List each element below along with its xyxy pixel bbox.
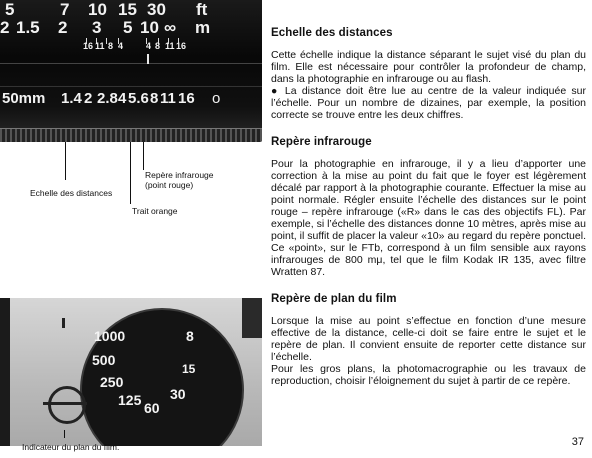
body-index-bar — [62, 318, 65, 328]
unit-label: ft — [196, 0, 208, 19]
scale-number: 7 — [60, 0, 70, 19]
camera-body-edge — [0, 298, 10, 446]
scale-number: 3 — [92, 18, 102, 37]
scale-number: 5 — [123, 18, 133, 37]
aperture-number: 2.8 — [97, 90, 118, 107]
section-infrared-mark — [271, 136, 586, 279]
scale-number: 2 — [0, 18, 10, 37]
callout-line — [65, 142, 66, 180]
aperture-number: 1.4 — [61, 90, 82, 107]
scale-number: 4 — [118, 41, 124, 51]
scale-number: 16 — [83, 41, 94, 51]
body-paragraph: ● La distance doit être lue au centre de la valeur indiquée sur l’échelle. Pour un nombre de dizaines, par exemple, la position correcte se trouve entre les deux chiffres. — [271, 85, 586, 122]
body-paragraph: Pour la photographie en infrarouge, il y a lieu d’apporter une correction à la mise au point du fait que le foyer est légèrement décalé par rapport à la photographie courante. Effectuer la mise au point normale. Régler ensuite l’échelle des distances sur le point rouge – repère infrarouge («R» dans le cas des objectifs FL). Par exemple, si l’échelle des distances donne 10 mètres, après mise au point, il suffit de placer la valeur «10» au regard du repère ponctuel. Ce «point», sur le FTb, correspond à un film sensible aux rayons infrarouges de 800 mμ, tel que le film Kodak IR 135, avec filtre Wratten 87. — [271, 157, 586, 279]
aperture-number: 5.6 — [128, 90, 149, 107]
speed-number: 60 — [144, 400, 160, 416]
illustrations-column — [0, 0, 262, 458]
depth-of-field-tick — [106, 38, 107, 44]
ring-divider — [0, 86, 262, 87]
speed-number: 30 — [170, 386, 186, 402]
speed-number: 125 — [118, 392, 142, 408]
section-heading: Repère infrarouge — [271, 135, 372, 148]
section-film-plane — [271, 293, 586, 388]
aperture-number: 2 — [84, 90, 93, 107]
unit-label: m — [195, 18, 211, 37]
label-distance-scale: Echelle des distances — [30, 188, 113, 198]
callout-line — [143, 142, 144, 170]
aperture-number: 4 — [118, 90, 127, 107]
section-heading: Repère de plan du film — [271, 292, 397, 305]
camera-strap-lug — [242, 298, 262, 338]
text-column — [271, 27, 586, 401]
scale-number: 8 — [108, 41, 114, 51]
speed-number: 8 — [186, 328, 194, 344]
label-infrared-mark: Repère infrarouge (point rouge) — [145, 170, 214, 190]
scale-number: 15 — [118, 0, 137, 19]
aperture-number: 8 — [150, 90, 159, 107]
lens-dot-mark: o — [212, 90, 221, 107]
scale-number: 8 — [155, 41, 161, 51]
speed-number: 250 — [100, 374, 124, 390]
scale-number: 11 — [165, 41, 175, 51]
body-paragraph: Lorsque la mise au point s’effectue en fonction d’une mesure effective de la distance, celle-ci doit se faire entre le sujet et le repère de plan. Il convient ensuite de reporter cette distance sur l’échelle. — [271, 314, 586, 363]
shutter-speed-dial — [80, 308, 244, 446]
callout-line — [64, 430, 65, 438]
body-paragraph: Pour les gros plans, la photomacrographie ou les travaux de reproduction, choisir l’éloignement du sujet à partir de ce repère. — [271, 362, 586, 387]
aperture-number: 11 — [160, 90, 176, 107]
infrared-dot-mark — [147, 54, 149, 64]
label-film-plane: Indicateur du plan du film. — [22, 442, 120, 452]
page-number: 37 — [571, 436, 584, 448]
speed-number: 15 — [182, 362, 196, 376]
shutter-dial-photo — [0, 298, 262, 446]
section-distance-scale — [271, 27, 586, 122]
focusing-ring-knurl — [0, 128, 262, 142]
lens-barrel-photo — [0, 0, 262, 142]
focal-length-label: 50mm — [2, 90, 46, 107]
infinity-symbol: ∞ — [164, 18, 177, 37]
label-orange-line: Trait orange — [132, 206, 178, 216]
section-heading: Echelle des distances — [271, 27, 393, 39]
scale-number: 2 — [58, 18, 68, 37]
scale-number: 10 — [88, 0, 107, 19]
scale-number: 30 — [147, 0, 166, 19]
speed-number: 1000 — [94, 328, 126, 344]
scale-number: 11 — [95, 41, 105, 51]
scale-number: 16 — [176, 41, 187, 51]
ring-divider — [0, 63, 262, 64]
scale-number: 4 — [146, 41, 152, 51]
film-plane-symbol-icon — [48, 386, 86, 424]
aperture-number: 16 — [178, 90, 195, 107]
scale-number: 1.5 — [16, 18, 40, 37]
scale-number: 10 — [140, 18, 159, 37]
speed-number: 500 — [92, 352, 116, 368]
scale-number: 5 — [5, 0, 15, 19]
callout-line — [130, 142, 131, 204]
body-paragraph: Cette échelle indique la distance séparant le sujet visé du plan du film. Elle est nécessaire pour contrôler la profondeur de champ, dans la photographie en infrarouge ou au flash. — [271, 49, 586, 86]
